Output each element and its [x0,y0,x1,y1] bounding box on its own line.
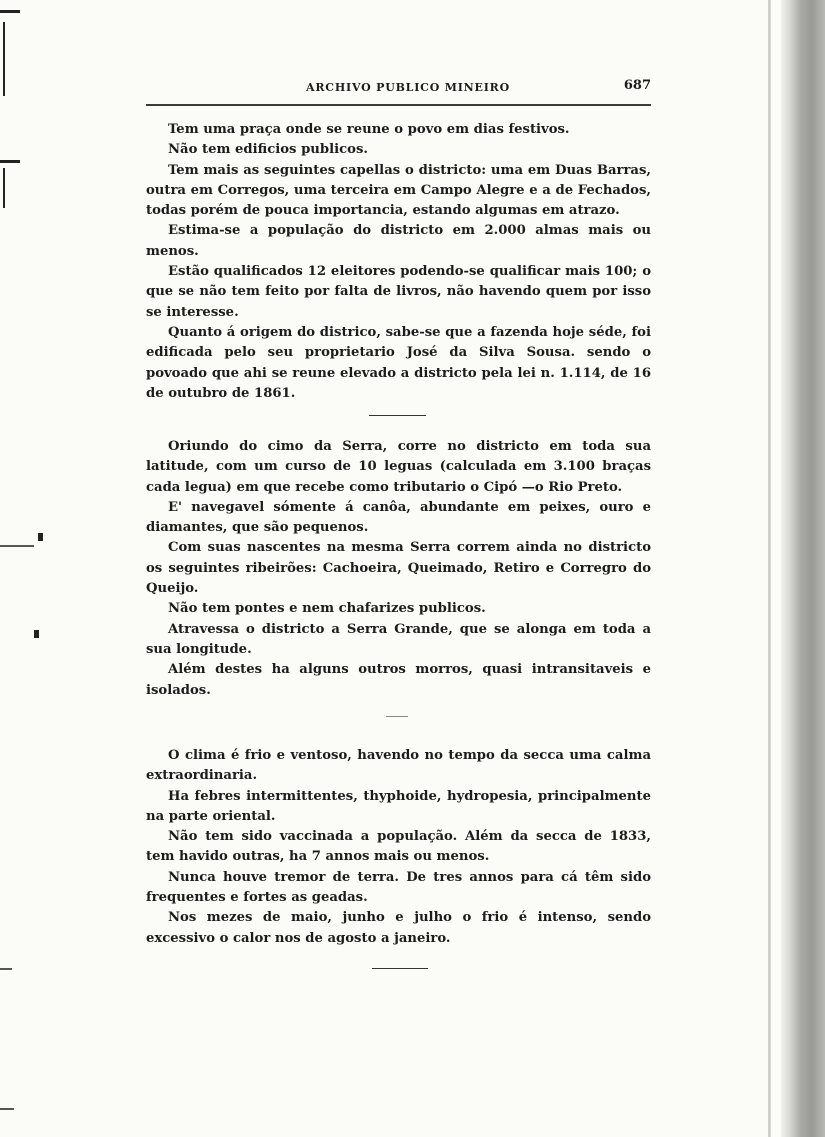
paragraph: Com suas nascentes na mesma Serra correm ainda no districto os seguintes ribeirões: Cachoeira, Queimado, Retiro e Corregro do Queijo. [146,540,651,597]
margin-mark [0,160,20,163]
paragraph: Não tem edificios publicos. [168,142,368,158]
paragraph: Além destes ha alguns outros morros, quasi intransitaveis e isolados. [146,662,651,698]
paragraph: Nos mezes de maio, junho e julho o frio é intenso, sendo excessivo o calor nos de agosto a janeiro. [146,910,651,946]
margin-mark [3,22,5,96]
page-fold-line [768,0,771,1137]
margin-mark [0,545,34,547]
paragraph: O clima é frio e ventoso, havendo no tempo da secca uma calma extraordinaria. [146,748,651,784]
paragraph: Nunca houve tremor de terra. De tres annos para cá têm sido frequentes e fortes as geadas. [146,869,651,906]
margin-mark [0,1108,14,1110]
paragraph: E' navegavel sómente á canôa, abundante em peixes, ouro e diamantes, que são pequenos. [146,499,651,536]
margin-mark [0,968,12,970]
paragraph: Não tem pontes e nem chafarizes publicos. [168,601,486,617]
section-climate [146,746,651,949]
paragraph: Estão qualificados 12 eleitores podendo-se qualificar mais 100; o que se não tem feito por falta de livros, não havendo quem por isso se interesse. [146,264,651,320]
paragraph: Oriundo do cimo da Serra, corre no districto em toda sua latitude, com um curso de 10 leguas (calculada em 3.100 braças cada legua) em que recebe como tributario o Cipó —o Rio Preto. [146,439,651,495]
paragraph: Quanto á origem do districo, sabe-se que a fazenda hoje séde, foi edificada pelo seu proprietario José da Silva Sousa. sendo o povoado que ahi se reune elevado a districto pela lei n. 1.114, de 16 de outubro de 1861. [146,324,651,401]
margin-mark [34,630,39,638]
margin-mark [38,533,43,541]
paragraph: Não tem sido vaccinada a população. Além da secca de 1833, tem havido outras, ha 7 annos mais ou menos. [146,829,651,865]
paragraph: Tem mais as seguintes capellas o districto: uma em Duas Barras, outra em Corregos, uma terceira em Campo Alegre e a de Fechados, todas porém de pouca importancia, estando algumas em atrazo. [146,162,651,219]
margin-mark [0,10,20,13]
paragraph: Atravessa o districto a Serra Grande, que se alonga em toda a sua longitude. [146,621,651,657]
section-district-description [146,120,651,404]
section-divider [369,415,426,416]
section-divider [386,716,408,717]
margin-mark [3,168,5,208]
section-river-geography [146,437,651,701]
page-number: 687 [623,78,651,93]
page-binding-shadow [781,0,825,1137]
paragraph: Ha febres intermittentes, thyphoide, hydropesia, principalmente na parte oriental. [146,788,651,824]
page-header [146,78,651,106]
running-title: ARCHIVO PUBLICO MINEIRO [306,81,510,94]
paragraph: Estima-se a população do districto em 2.000 almas mais ou menos. [146,223,651,259]
paragraph: Tem uma praça onde se reune o povo em dias festivos. [168,122,570,137]
section-divider [372,968,428,969]
